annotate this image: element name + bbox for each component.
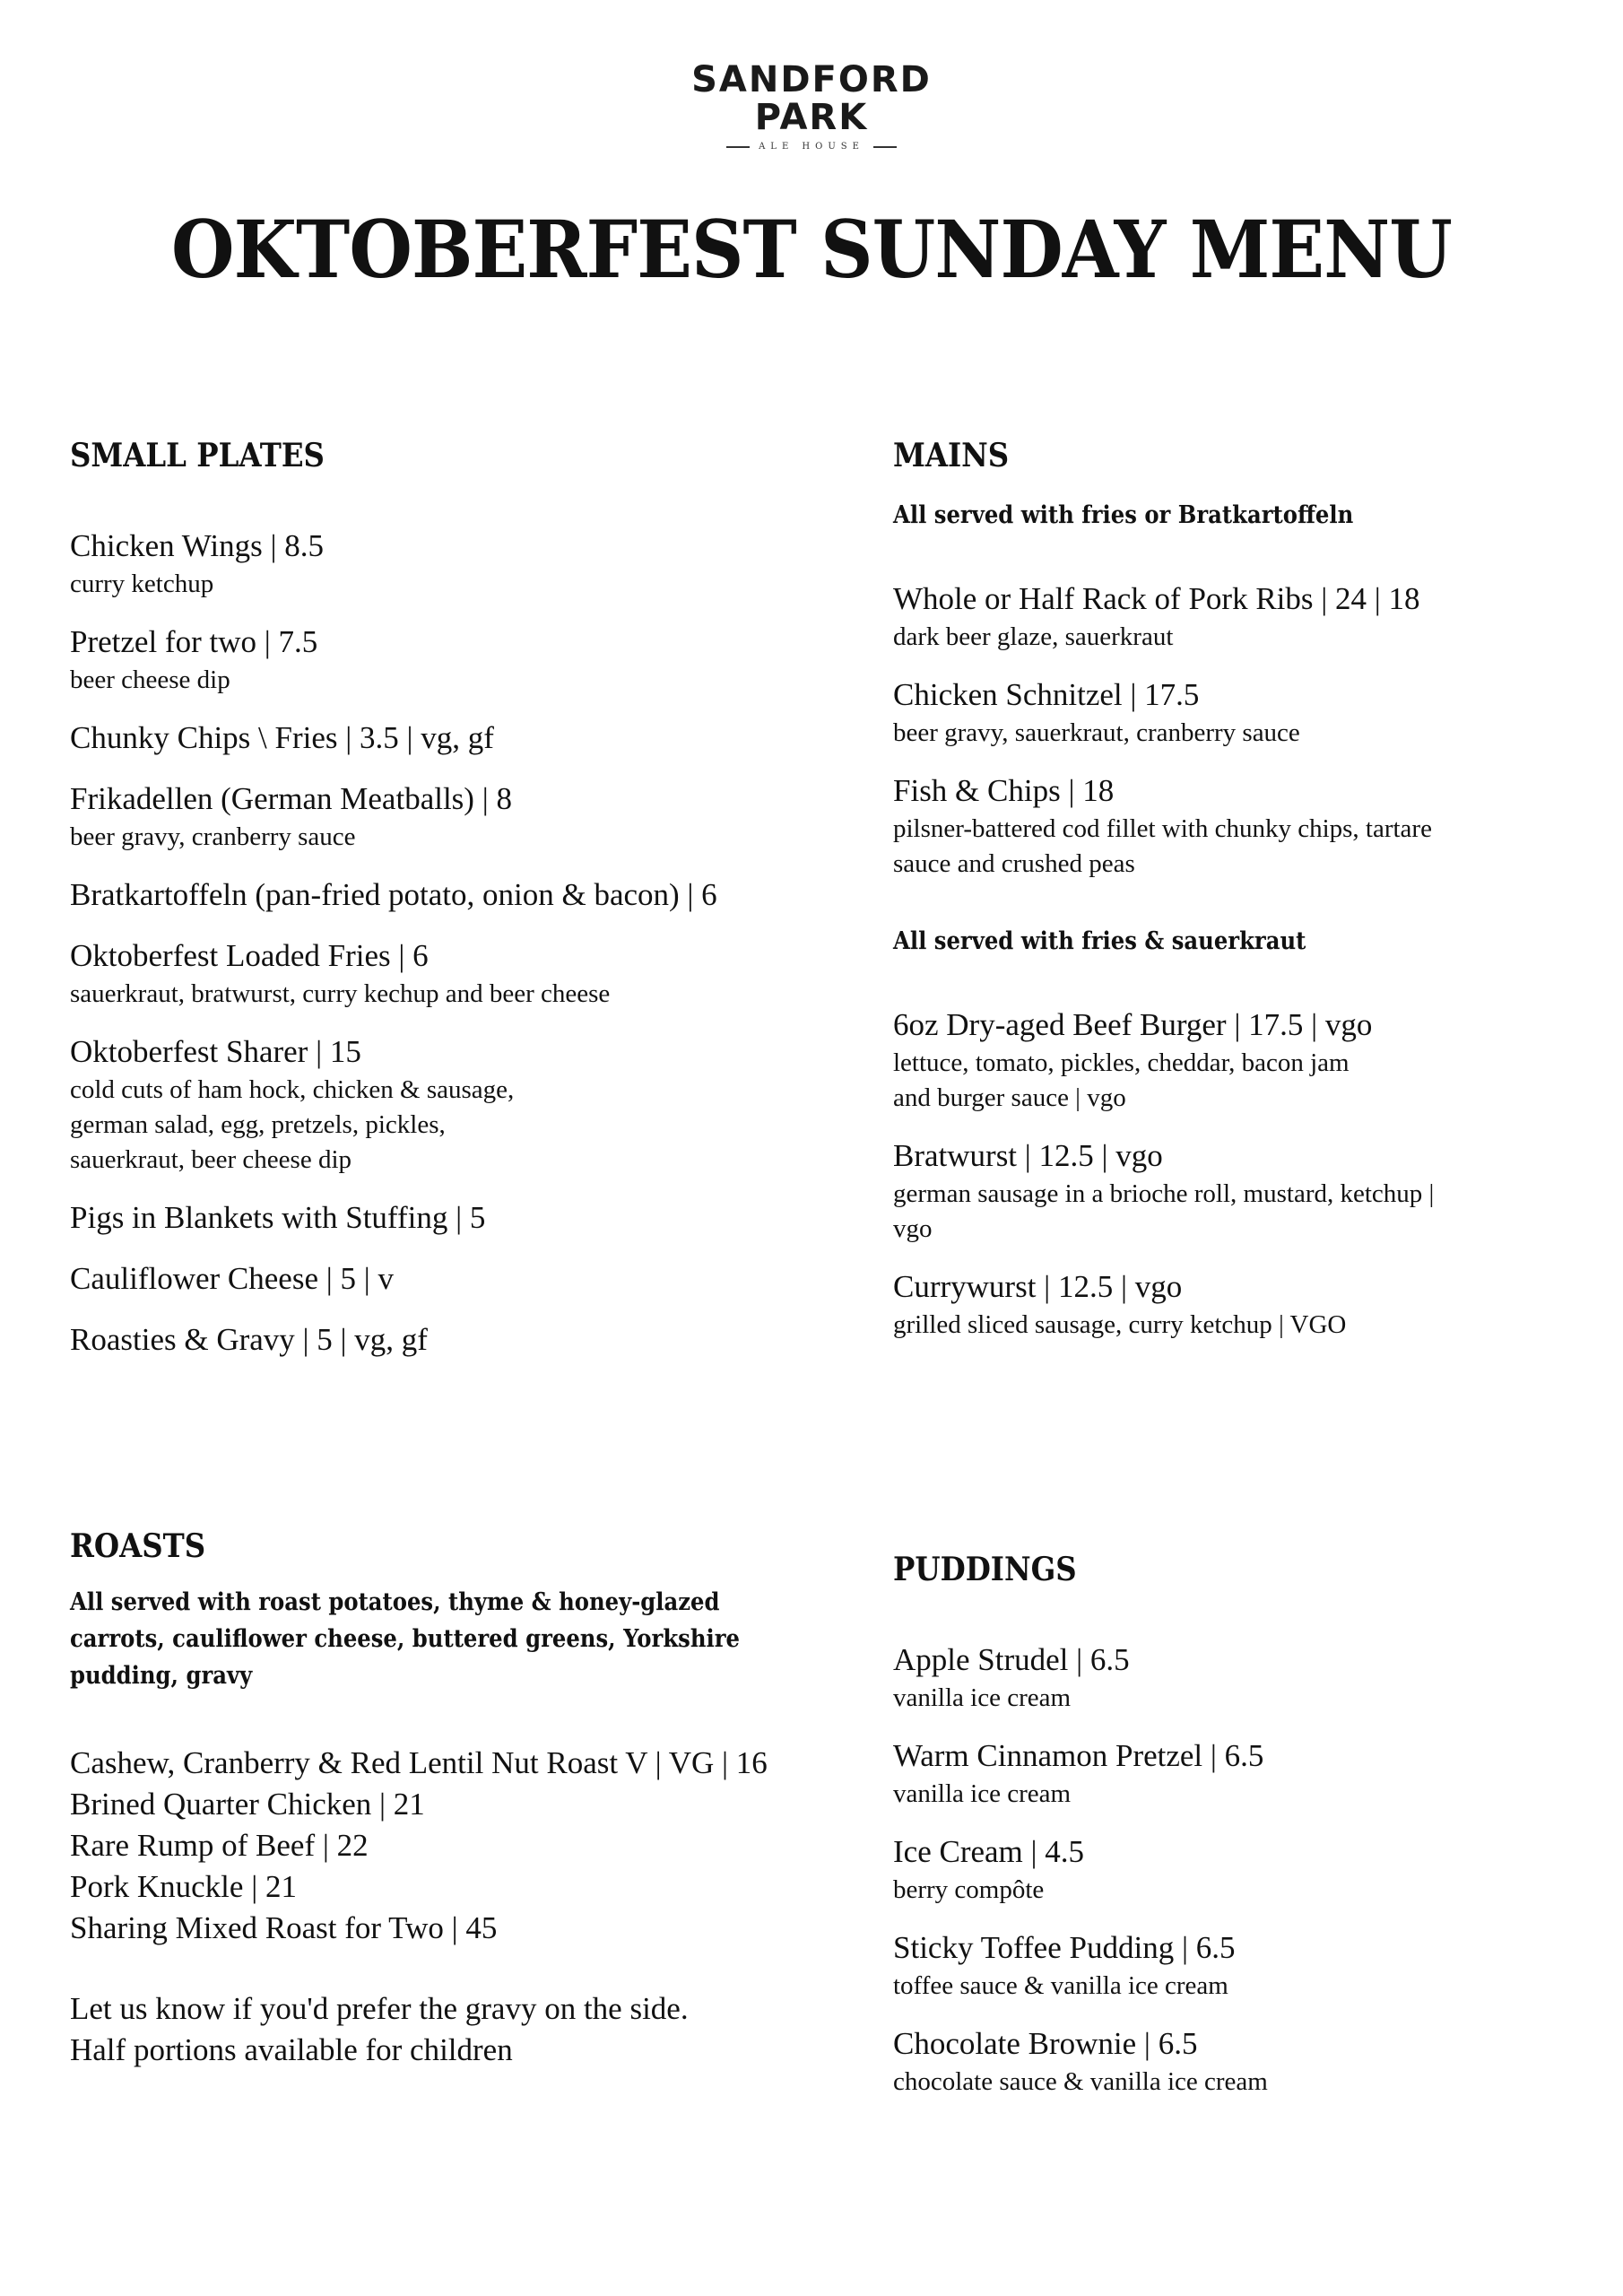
item-desc: toffee sauce & vanilla ice cream	[893, 1971, 1228, 2000]
small-plates-section	[70, 436, 859, 1361]
menu-item	[893, 1735, 1623, 1812]
menu-item	[70, 1258, 859, 1300]
item-name: Oktoberfest Loaded Fries | 6	[70, 938, 429, 973]
item-desc: beer cheese dip	[70, 665, 230, 694]
roast-item: Rare Rump of Beef | 22	[70, 1828, 369, 1863]
item-desc: beer gravy, sauerkraut, cranberry sauce	[893, 718, 1300, 747]
menu-list	[70, 526, 859, 1361]
mains-section	[893, 436, 1623, 1343]
item-desc: berry compôte	[893, 1875, 1045, 1904]
menu-item	[893, 1831, 1623, 1908]
item-desc: german salad, egg, pretzels, pickles,	[70, 1110, 446, 1139]
menu-list	[893, 1639, 1623, 2100]
item-desc: dark beer glaze, sauerkraut	[893, 622, 1174, 651]
menu-item	[70, 718, 859, 759]
menu-item	[70, 1319, 859, 1361]
item-name: Roasties & Gravy | 5 | vg, gf	[70, 1322, 428, 1357]
item-name: Frikadellen (German Meatballs) | 8	[70, 781, 512, 816]
item-name: Ice Cream | 4.5	[893, 1834, 1085, 1869]
menu-item	[893, 674, 1623, 751]
logo	[0, 61, 1623, 152]
logo-subtitle	[0, 142, 1623, 152]
item-name: Chicken Schnitzel | 17.5	[893, 677, 1200, 712]
item-desc: vanilla ice cream	[893, 1683, 1072, 1712]
item-name: Apple Strudel | 6.5	[893, 1642, 1130, 1677]
note-line: pudding, gravy	[70, 1662, 253, 1690]
footer-line: Half portions available for children	[70, 2032, 513, 2067]
menu-list	[893, 578, 1623, 882]
section-heading: PUDDINGS	[893, 1551, 1077, 1588]
item-name: Bratwurst | 12.5 | vgo	[893, 1138, 1163, 1173]
menu-item	[893, 1266, 1623, 1343]
item-desc: vanilla ice cream	[893, 1779, 1072, 1808]
item-name: Bratkartoffeln (pan-fried potato, onion & bacon) | 6	[70, 877, 717, 912]
menu-item	[893, 1927, 1623, 2004]
item-desc: curry ketchup	[70, 570, 214, 598]
logo-rule-right	[873, 146, 897, 148]
logo-line-2: PARK	[754, 97, 869, 138]
menu-item	[70, 622, 859, 698]
section-heading: SMALL PLATES	[70, 437, 325, 474]
item-desc: beer gravy, cranberry sauce	[70, 822, 356, 851]
menu-title: OKTOBERFEST SUNDAY MENU	[171, 203, 1452, 296]
item-desc: and burger sauce | vgo	[893, 1083, 1126, 1112]
section-note: All served with fries & sauerkraut	[893, 927, 1306, 955]
item-desc: cold cuts of ham hock, chicken & sausage,	[70, 1075, 515, 1104]
item-name: Oktoberfest Sharer | 15	[70, 1034, 361, 1069]
item-desc: grilled sliced sausage, curry ketchup | VGO	[893, 1310, 1347, 1339]
item-name: Pretzel for two | 7.5	[70, 624, 318, 659]
item-desc: vgo	[893, 1214, 933, 1243]
roast-item: Pork Knuckle | 21	[70, 1869, 297, 1904]
roast-item: Brined Quarter Chicken | 21	[70, 1787, 425, 1822]
item-name: Cauliflower Cheese | 5 | v	[70, 1261, 395, 1296]
logo-rule-left	[726, 146, 750, 148]
menu-list	[893, 1004, 1623, 1343]
section-heading: MAINS	[893, 437, 1010, 474]
logo-sub-text: ALE HOUSE	[759, 142, 864, 152]
roast-list	[70, 1743, 859, 1949]
menu-item	[70, 935, 859, 1012]
section-note: All served with fries or Bratkartoffeln	[893, 501, 1354, 529]
note-line: All served with roast potatoes, thyme & honey-glazed	[70, 1588, 720, 1616]
item-desc: chocolate sauce & vanilla ice cream	[893, 2067, 1268, 2096]
menu-item	[893, 1004, 1623, 1116]
menu-item	[70, 1197, 859, 1239]
menu-item	[70, 874, 859, 916]
item-desc: sauerkraut, bratwurst, curry kechup and beer cheese	[70, 979, 611, 1008]
item-name: Currywurst | 12.5 | vgo	[893, 1269, 1183, 1304]
item-desc: sauerkraut, beer cheese dip	[70, 1145, 352, 1174]
item-name: Warm Cinnamon Pretzel | 6.5	[893, 1738, 1264, 1773]
item-name: 6oz Dry-aged Beef Burger | 17.5 | vgo	[893, 1007, 1373, 1042]
item-desc: sauce and crushed peas	[893, 849, 1135, 878]
section-note	[70, 1584, 859, 1694]
menu-item	[893, 1135, 1623, 1247]
item-name: Chocolate Brownie | 6.5	[893, 2026, 1198, 2061]
section-heading: ROASTS	[70, 1527, 206, 1565]
roasts-section	[70, 1526, 859, 2071]
item-name: Fish & Chips | 18	[893, 773, 1115, 808]
item-name: Chicken Wings | 8.5	[70, 528, 324, 563]
item-name: Pigs in Blankets with Stuffing | 5	[70, 1200, 486, 1235]
note-line: carrots, cauliflower cheese, buttered greens, Yorkshire	[70, 1625, 740, 1653]
item-name: Whole or Half Rack of Pork Ribs | 24 | 18	[893, 581, 1420, 616]
roast-item: Sharing Mixed Roast for Two | 45	[70, 1910, 498, 1945]
menu-item	[893, 578, 1623, 655]
menu-item	[70, 526, 859, 602]
item-desc: pilsner-battered cod fillet with chunky chips, tartare	[893, 814, 1432, 843]
puddings-section	[893, 1550, 1623, 2100]
roast-footer	[70, 1988, 859, 2071]
roast-item: Cashew, Cranberry & Red Lentil Nut Roast V | VG | 16	[70, 1745, 768, 1780]
item-name: Chunky Chips \ Fries | 3.5 | vg, gf	[70, 720, 494, 755]
footer-line: Let us know if you'd prefer the gravy on the side.	[70, 1991, 689, 2026]
item-name: Sticky Toffee Pudding | 6.5	[893, 1930, 1236, 1965]
menu-item	[893, 2023, 1623, 2100]
item-desc: lettuce, tomato, pickles, cheddar, bacon jam	[893, 1048, 1350, 1077]
item-desc: german sausage in a brioche roll, mustard, ketchup |	[893, 1179, 1435, 1208]
menu-item	[893, 770, 1623, 882]
menu-item	[70, 1031, 859, 1178]
menu-item	[70, 778, 859, 855]
menu-item	[893, 1639, 1623, 1716]
logo-line-1: SANDFORD	[691, 59, 932, 100]
